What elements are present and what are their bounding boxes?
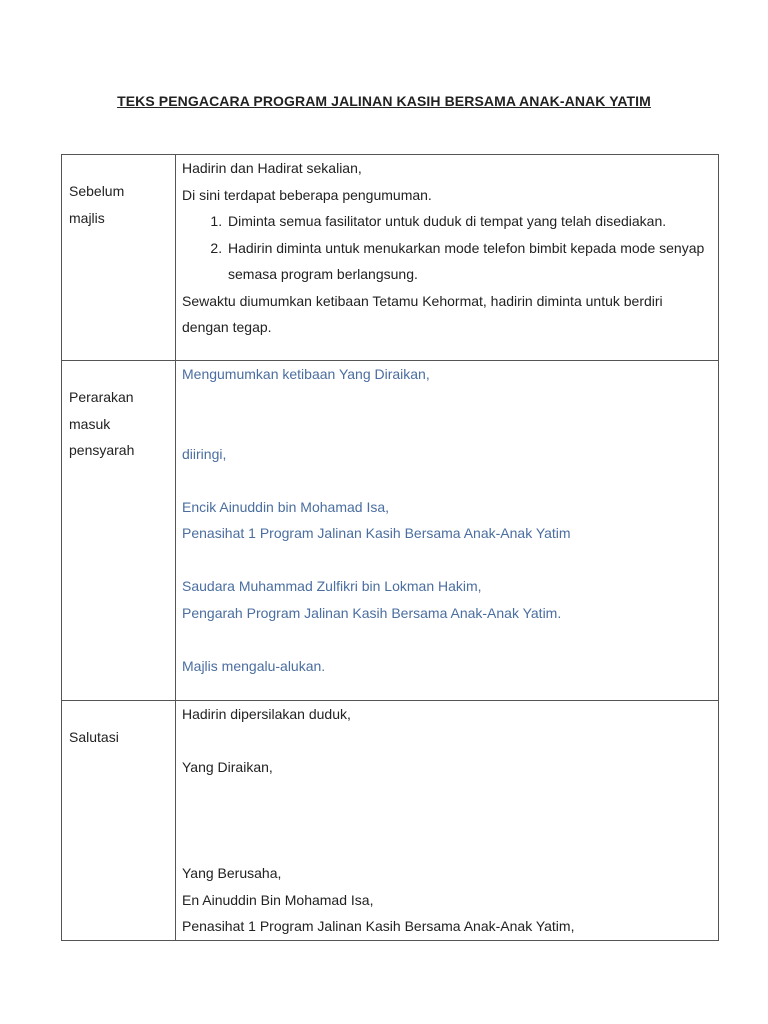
page-title: TEKS PENGACARA PROGRAM JALINAN KASIH BERSAMA ANAK-ANAK YATIM: [117, 93, 651, 109]
list-item: 1. Diminta semua fasilitator untuk duduk di tempat yang telah disediakan.: [226, 208, 712, 235]
row-content-cell: [176, 361, 719, 701]
content-line: En Ainuddin Bin Mohamad Isa,: [182, 891, 374, 908]
row-content-cell: [176, 701, 719, 941]
table-row-perarakan: [62, 361, 719, 701]
announcement-list: [182, 208, 712, 288]
row-label: Perarakan: [69, 389, 134, 405]
emcee-script-table: [61, 154, 719, 941]
table-row-sebelum-majlis: [62, 155, 719, 361]
row-content-cell: [176, 155, 719, 361]
content-line: Mengumumkan ketibaan Yang Diraikan,: [182, 366, 430, 382]
row-label-cell: [62, 361, 176, 701]
list-item: 2. Hadirin diminta untuk menukarkan mode telefon bimbit kepada mode senyap semasa program berlangsung.: [226, 235, 712, 288]
content-line: Saudara Muhammad Zulfikri bin Lokman Hakim,: [182, 578, 482, 594]
content-line: Di sini terdapat beberapa pengumuman.: [182, 186, 432, 203]
row-label: Sebelum: [69, 183, 125, 199]
row-label: masuk: [69, 415, 111, 432]
content-line: Yang Berusaha,: [182, 865, 282, 881]
row-label: Salutasi: [69, 729, 119, 745]
row-label: pensyarah: [69, 442, 135, 458]
content-line: Encik Ainuddin bin Mohamad Isa,: [182, 498, 390, 515]
content-line: diiringi,: [182, 445, 227, 462]
row-label-cell: [62, 155, 176, 361]
content-line: Penasihat 1 Program Jalinan Kasih Bersama Anak-Anak Yatim,: [182, 918, 575, 934]
content-line: Yang Diraikan,: [182, 759, 273, 775]
row-label-cell: [62, 701, 176, 941]
content-line: Penasihat 1 Program Jalinan Kasih Bersama Anak-Anak Yatim: [182, 525, 571, 541]
row-label: majlis: [69, 209, 105, 226]
content-line: Sewaktu diumumkan ketibaan Tetamu Kehormat, hadirin diminta untuk berdiri dengan tegap.: [182, 292, 663, 335]
content-line: Hadirin dipersilakan duduk,: [182, 706, 351, 722]
content-line: Majlis mengalu-alukan.: [182, 657, 326, 674]
content-line: Pengarah Program Jalinan Kasih Bersama Anak-Anak Yatim.: [182, 604, 562, 621]
table-row-salutasi: [62, 701, 719, 941]
content-line: Hadirin dan Hadirat sekalian,: [182, 160, 362, 176]
